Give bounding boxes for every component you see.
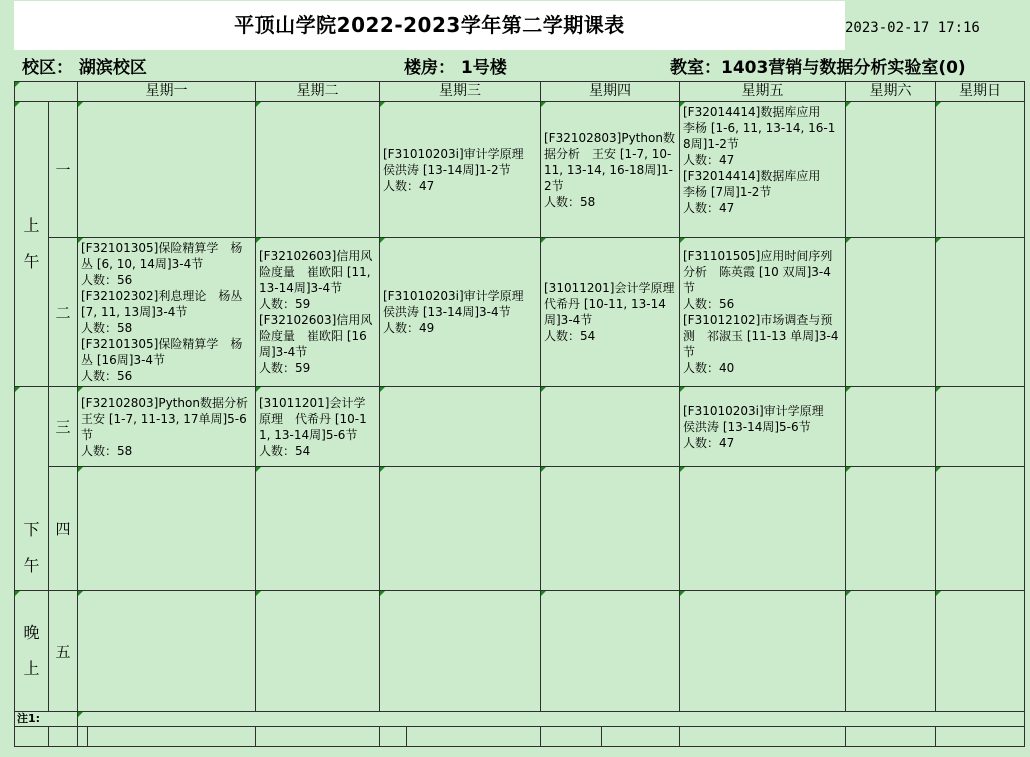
- note-row: [15, 712, 1025, 727]
- day-header-sun: 星期日: [936, 82, 1025, 102]
- period-row-4: [15, 467, 1025, 591]
- period-row-1: [15, 102, 1025, 238]
- footer-cell: [78, 727, 88, 747]
- schedule-cell[interactable]: [936, 102, 1025, 238]
- timetable: [14, 81, 1025, 747]
- schedule-cell[interactable]: [78, 238, 256, 387]
- period-label-4: 四: [49, 467, 78, 591]
- course-entry-line: [F32014414]数据库应用 李杨 [1-6, 11, 13-14, 16-18周]1-2节: [683, 105, 836, 151]
- schedule-cell[interactable]: [256, 102, 380, 238]
- schedule-cell[interactable]: [846, 387, 936, 467]
- schedule-cell[interactable]: [380, 102, 541, 238]
- schedule-cell[interactable]: [680, 467, 846, 591]
- footer-cell: [680, 727, 846, 747]
- course-entry-line: 人数：56: [81, 369, 133, 383]
- course-entry-line: 人数：58: [81, 443, 133, 458]
- schedule-cell[interactable]: [846, 467, 936, 591]
- header-row: [15, 82, 1025, 102]
- course-entry-line: 人数：47: [683, 435, 735, 450]
- schedule-cell[interactable]: [541, 387, 680, 467]
- schedule-cell[interactable]: [846, 591, 936, 712]
- section-afternoon: 下 午: [15, 387, 49, 591]
- course-entry-line: [F32102803]Python数据分析 王安 [1-7, 10-11, 13-14, 16-18周]1-2节: [544, 130, 675, 193]
- schedule-cell[interactable]: [846, 102, 936, 238]
- schedule-cell[interactable]: [380, 591, 541, 712]
- schedule-cell[interactable]: [380, 467, 541, 591]
- page-title: 平顶山学院2022-2023学年第二学期课表: [234, 13, 625, 37]
- footer-cell: [936, 727, 1025, 747]
- course-entry-line: 人数：58: [544, 194, 596, 209]
- course-entry-line: [F31010203i]审计学原理 侯洪涛 [13-14周]1-2节: [383, 146, 536, 177]
- footer-cell: [541, 727, 602, 747]
- schedule-cell[interactable]: [936, 467, 1025, 591]
- period-label-2: 二: [49, 238, 78, 387]
- note-cell[interactable]: [78, 712, 1025, 727]
- period-row-5: [15, 591, 1025, 712]
- campus-label: 校区： 湖滨校区: [22, 58, 147, 78]
- schedule-cell[interactable]: [541, 467, 680, 591]
- day-header-thu: 星期四: [541, 82, 680, 102]
- schedule-cell[interactable]: [380, 238, 541, 387]
- course-entry-line: [F32102803]Python数据分析 王安 [1-7, 11-13, 17单周]5-6节: [81, 395, 260, 442]
- section-evening: 晚 上: [15, 591, 49, 712]
- course-entry-line: [F32014414]数据库应用 李杨 [7周]1-2节: [683, 169, 833, 199]
- period-label-1: 一: [49, 102, 78, 238]
- building-label: 楼房： 1号楼: [404, 58, 507, 78]
- course-entry-line: [F31101505]应用时间序列分析 陈英霞 [10 双周]3-4节: [683, 249, 833, 295]
- schedule-cell[interactable]: [846, 238, 936, 387]
- footer-cell: [49, 727, 78, 747]
- course-entry-line: 人数：49: [383, 321, 435, 335]
- period-row-3: [15, 387, 1025, 467]
- period-row-2: [15, 238, 1025, 387]
- course-entry-line: 人数：54: [544, 329, 596, 343]
- day-header-tue: 星期二: [256, 82, 380, 102]
- schedule-cell[interactable]: [936, 591, 1025, 712]
- course-entry-line: [F31010203i]审计学原理 侯洪涛 [13-14周]3-4节: [383, 289, 536, 319]
- schedule-cell[interactable]: [380, 387, 541, 467]
- timestamp: 2023-02-17 17:16: [845, 20, 980, 36]
- schedule-cell[interactable]: [680, 387, 846, 467]
- course-entry-line: 人数：59: [259, 361, 311, 375]
- period-label-3: 三: [49, 387, 78, 467]
- schedule-cell[interactable]: [680, 591, 846, 712]
- course-entry-line: [31011201]会计学原理 代希丹 [10-11, 13-14周]5-6节: [259, 395, 367, 442]
- course-entry-line: 人数：47: [683, 201, 735, 215]
- footer-cell: [380, 727, 407, 747]
- course-entry-line: [F32102603]信用风险度量 崔欧阳 [16周]3-4节: [259, 313, 373, 359]
- schedule-cell[interactable]: [541, 238, 687, 387]
- footer-cell: [407, 727, 541, 747]
- course-entry-line: [F32102302]利息理论 杨丛 [7, 11, 13周]3-4节: [81, 289, 243, 319]
- day-header-fri: 星期五: [680, 82, 846, 102]
- schedule-cell[interactable]: [936, 387, 1025, 467]
- course-entry-line: [F31010203i]审计学原理 侯洪涛 [13-14周]5-6节: [683, 403, 836, 434]
- footer-cell: [846, 727, 936, 747]
- course-entry-line: [F32101305]保险精算学 杨丛 [6, 10, 14周]3-4节: [81, 241, 243, 271]
- schedule-cell[interactable]: [78, 467, 256, 591]
- course-entry-line: 人数：56: [81, 273, 133, 287]
- course-entry-line: 人数：58: [81, 321, 133, 335]
- footer-cell: [88, 727, 256, 747]
- schedule-cell[interactable]: [256, 387, 380, 467]
- footer-cell: [256, 727, 380, 747]
- footer-cell: [15, 727, 49, 747]
- schedule-cell[interactable]: [541, 591, 680, 712]
- schedule-cell[interactable]: [541, 102, 680, 238]
- period-label-5: 五: [49, 591, 78, 712]
- footer-cell: [602, 727, 680, 747]
- room-label: 教室：1403营销与数据分析实验室(0): [670, 58, 966, 78]
- course-entry-line: 人数：59: [259, 297, 311, 311]
- schedule-cell[interactable]: [256, 591, 380, 712]
- schedule-cell[interactable]: [256, 467, 380, 591]
- day-header-wed: 星期三: [380, 82, 541, 102]
- schedule-cell[interactable]: [680, 102, 846, 238]
- schedule-cell[interactable]: [256, 238, 380, 387]
- schedule-cell[interactable]: [78, 387, 260, 467]
- course-entry-line: 人数：40: [683, 361, 735, 375]
- course-entry-line: 人数：54: [259, 443, 311, 458]
- schedule-cell[interactable]: [78, 591, 256, 712]
- corner-cell: [15, 82, 78, 102]
- schedule-cell[interactable]: [936, 238, 1025, 387]
- course-entry-line: 人数：56: [683, 297, 735, 311]
- course-entry-line: 人数：47: [683, 153, 735, 167]
- note-label: 注1:: [15, 712, 78, 727]
- course-entry-line: [31011201]会计学原理 代希丹 [10-11, 13-14周]3-4节: [544, 281, 687, 327]
- section-morning: 上 午: [15, 102, 49, 387]
- day-header-sat: 星期六: [846, 82, 936, 102]
- schedule-cell[interactable]: [680, 238, 846, 387]
- course-entry-line: [F32101305]保险精算学 杨丛 [16周]3-4节: [81, 337, 243, 367]
- footer-row: [15, 727, 1025, 747]
- schedule-cell[interactable]: [78, 102, 256, 238]
- course-entry-line: [F31012102]市场调查与预测 祁淑玉 [11-13 单周]3-4节: [683, 313, 839, 359]
- day-header-mon: 星期一: [78, 82, 256, 102]
- course-entry-line: [F32102603]信用风险度量 崔欧阳 [11, 13-14周]3-4节: [259, 249, 373, 295]
- course-entry-line: 人数：47: [383, 178, 435, 193]
